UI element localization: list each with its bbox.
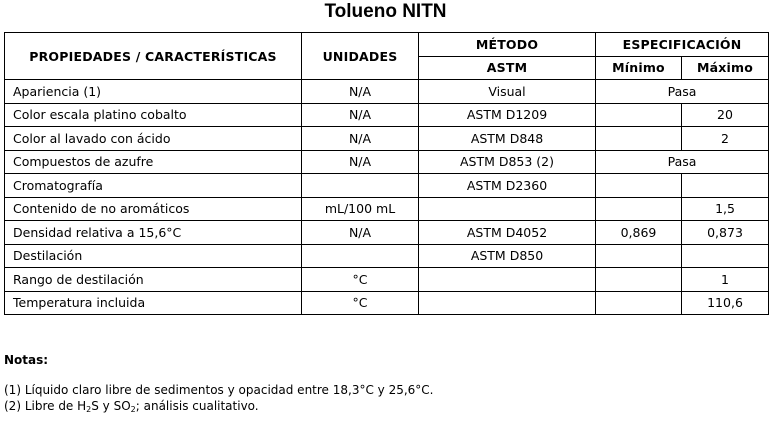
specifications-table — [4, 32, 769, 315]
spec-max-cell: 2 — [682, 127, 769, 151]
spec-max-cell: 20 — [682, 103, 769, 127]
note-2-prefix: (2) Libre de H — [4, 399, 87, 413]
units-cell — [302, 174, 419, 198]
header-spec-max: Máximo — [682, 56, 769, 80]
spec-max-cell: 1,5 — [682, 197, 769, 221]
table-row — [5, 80, 769, 104]
method-cell — [419, 197, 596, 221]
method-cell: ASTM D850 — [419, 244, 596, 268]
property-cell: Color al lavado con ácido — [5, 127, 302, 151]
property-cell: Apariencia (1) — [5, 80, 302, 104]
spec-min-cell — [596, 291, 682, 315]
method-cell: Visual — [419, 80, 596, 104]
spec-max-cell: 1 — [682, 268, 769, 292]
units-cell — [302, 244, 419, 268]
table-row — [5, 103, 769, 127]
note-2-middle: S y SO — [91, 399, 131, 413]
units-cell: mL/100 mL — [302, 197, 419, 221]
property-cell: Cromatografía — [5, 174, 302, 198]
table-row — [5, 197, 769, 221]
spec-min-cell — [596, 127, 682, 151]
table-row — [5, 291, 769, 315]
table-row — [5, 174, 769, 198]
property-cell: Rango de destilación — [5, 268, 302, 292]
units-cell: N/A — [302, 80, 419, 104]
table-row — [5, 150, 769, 174]
spec-max-cell: 0,873 — [682, 221, 769, 245]
method-cell: ASTM D848 — [419, 127, 596, 151]
units-cell: N/A — [302, 103, 419, 127]
spec-min-cell — [596, 244, 682, 268]
spec-max-cell — [682, 244, 769, 268]
spec-merged-cell: Pasa — [596, 150, 769, 174]
header-spec-min: Mínimo — [596, 56, 682, 80]
table-row — [5, 127, 769, 151]
units-cell: N/A — [302, 127, 419, 151]
spec-max-cell: 110,6 — [682, 291, 769, 315]
table-row — [5, 244, 769, 268]
note-1: (1) Líquido claro libre de sedimentos y opacidad entre 18,3°C y 25,6°C. — [4, 383, 434, 397]
spec-min-cell — [596, 197, 682, 221]
note-2 — [4, 398, 433, 414]
property-cell: Contenido de no aromáticos — [5, 197, 302, 221]
header-method-astm: ASTM — [419, 56, 596, 80]
table-row — [5, 221, 769, 245]
property-cell: Densidad relativa a 15,6°C — [5, 221, 302, 245]
method-cell: ASTM D2360 — [419, 174, 596, 198]
spec-min-cell — [596, 103, 682, 127]
note-2-subscript-2: 2 — [130, 405, 136, 414]
header-method: MÉTODO — [419, 33, 596, 57]
spec-min-cell — [596, 174, 682, 198]
units-cell: N/A — [302, 221, 419, 245]
property-cell: Temperatura incluida — [5, 291, 302, 315]
document-title: Tolueno NITN — [324, 1, 447, 22]
note-2-suffix: ; análisis cualitativo. — [135, 399, 259, 413]
notes-title: Notas: — [4, 353, 49, 367]
units-cell: °C — [302, 268, 419, 292]
table-row — [5, 268, 769, 292]
header-units: UNIDADES — [302, 33, 419, 80]
units-cell: °C — [302, 291, 419, 315]
header-properties: PROPIEDADES / CARACTERÍSTICAS — [5, 33, 302, 80]
property-cell: Compuestos de azufre — [5, 150, 302, 174]
spec-max-cell — [682, 174, 769, 198]
note-2-subscript-1: 2 — [86, 405, 92, 414]
method-cell: ASTM D853 (2) — [419, 150, 596, 174]
property-cell: Color escala platino cobalto — [5, 103, 302, 127]
method-cell: ASTM D4052 — [419, 221, 596, 245]
spec-merged-cell: Pasa — [596, 80, 769, 104]
method-cell: ASTM D1209 — [419, 103, 596, 127]
property-cell: Destilación — [5, 244, 302, 268]
header-specification: ESPECIFICACIÓN — [596, 33, 769, 57]
method-cell — [419, 268, 596, 292]
units-cell: N/A — [302, 150, 419, 174]
spec-min-cell: 0,869 — [596, 221, 682, 245]
method-cell — [419, 291, 596, 315]
notes-section — [4, 352, 433, 414]
spec-min-cell — [596, 268, 682, 292]
